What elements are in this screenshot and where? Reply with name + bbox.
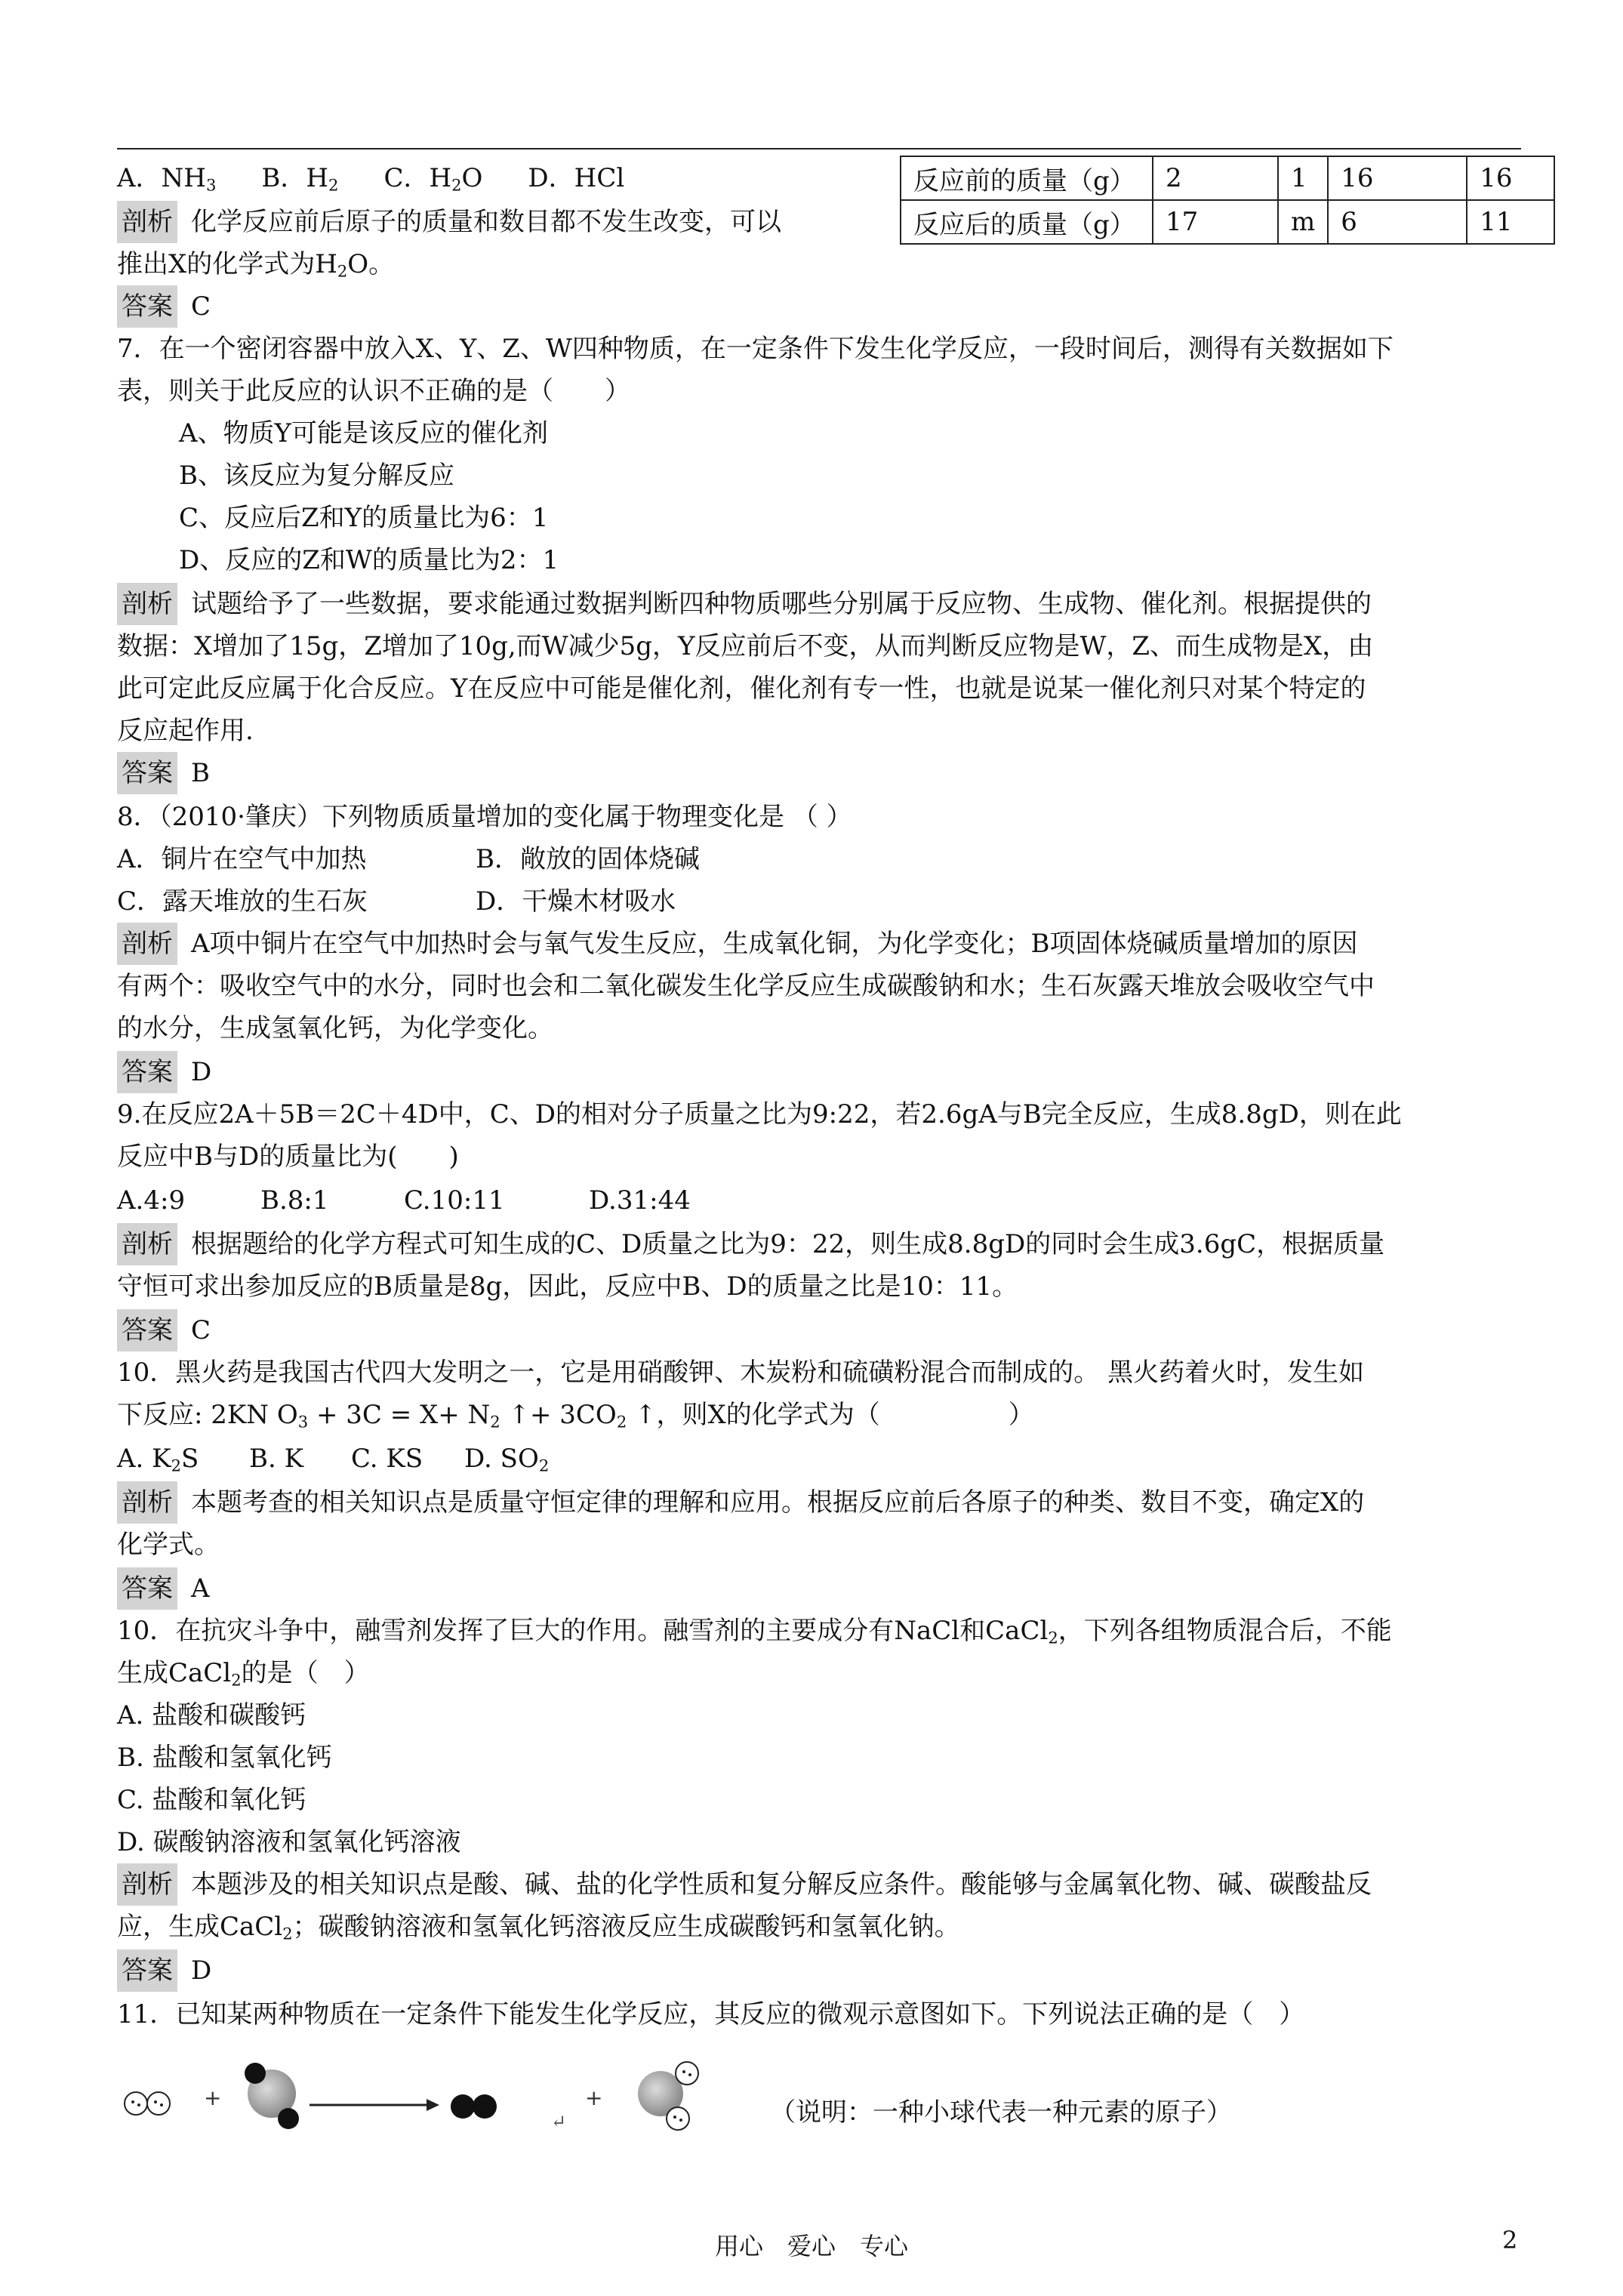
q7-option-d: D、反应的Z和W的质量比为2：1 [179,545,559,575]
analysis-label: 剖析 [117,923,177,965]
table-cell: 11 [1467,200,1554,244]
q8-analysis-2: 有两个：吸收空气中的水分，同时也会和二氧化碳发生化学反应生成碳酸钠和水；生石灰露天堆放会吸收空气中 [117,971,1375,1001]
q10b-option-b: B. 盐酸和氢氧化钙 [117,1743,332,1773]
q10b-stem-2: 生成CaCl$_2$的是（ ） [117,1658,370,1690]
q6-answer: 答案 C [117,285,1517,328]
q10a-answer: 答案 A [117,1567,1517,1610]
reaction-diagram [113,2037,755,2165]
q8-options-ab: A．铜片在空气中加热 B．敞放的固体烧碱 [117,844,700,874]
table-cell: 1 [1278,156,1328,200]
answer-label: 答案 [117,1051,177,1093]
table-cell: 6 [1328,200,1467,244]
q10a-analysis-2: 化学式。 [117,1530,220,1560]
table-cell: 16 [1328,156,1467,200]
q7-stem: 7．在一个密闭容器中放入X、Y、Z、W四种物质，在一定条件下发生化学反应，一段时间后，测得有关数据如下 [117,334,1394,364]
answer-label: 答案 [117,752,177,794]
molecule-grey-light [638,2062,698,2130]
molecule-light-pair [125,2092,170,2115]
q9-analysis-2: 守恒可求出参加反应的B质量是8g，因此，反应中B、D的质量之比是10：11。 [117,1271,1018,1302]
q7-analysis-2: 数据：X增加了15g，Z增加了10g,而W减少5g，Y反应前后不变，从而判断反应物是W，Z、而生成物是X，由 [117,631,1374,661]
table-cell: 16 [1467,156,1554,200]
q7-stem-2: 表，则关于此反应的认识不正确的是（ ） [117,376,630,406]
table-row [901,200,1554,244]
diagram-caption: （说明：一种小球代表一种元素的原子） [770,2097,1232,2128]
table-row [901,156,1554,200]
q7-analysis-3: 此可定此反应属于化合反应。Y在反应中可能是催化剂，催化剂有专一性，也就是说某一催化剂只对某个特定的 [117,673,1366,704]
q7-analysis: 剖析 试题给予了一些数据，要求能通过数据判断四种物质哪些分别属于反应物、生成物、催化剂。根据提供的 [117,583,1517,625]
table-cell: m [1278,200,1328,244]
q10b-option-d: D. 碳酸钠溶液和氢氧化钙溶液 [117,1827,461,1857]
answer-label: 答案 [117,1949,177,1992]
q7-answer: 答案 B [117,752,1517,794]
q8-answer: 答案 D [117,1051,1517,1093]
answer-label: 答案 [117,285,177,328]
molecule-dark-pair [451,2094,497,2119]
q6-analysis: 剖析 化学反应前后原子的质量和数目都不发生改变，可以 [117,201,781,243]
plus-sign: + [204,2085,222,2110]
q10b-analysis-2: 应，生成CaCl$_2$；碳酸钠溶液和氢氧化钙溶液反应生成碳酸钙和氢氧化钠。 [117,1912,960,1943]
return-mark: ↵ [551,2111,567,2132]
q6-analysis-2: 推出X的化学式为$H_2O$。 [117,249,395,281]
q9-analysis: 剖析 根据题给的化学方程式可知生成的C、D质量之比为9：22，则生成8.8gD的同时会生成3.6gC，根据质量 [117,1223,1517,1265]
q10b-option-a: A. 盐酸和碳酸钙 [117,1700,306,1730]
q10b-answer: 答案 D [117,1949,1517,1992]
q7-option-c: C、反应后Z和Y的质量比为6：1 [179,503,549,533]
q7-option-a: A、物质Y可能是该反应的催化剂 [179,418,548,448]
q10a-analysis: 剖析 本题考查的相关知识点是质量守恒定律的理解和应用。根据反应前后各原子的种类、数目不变，确定X的 [117,1481,1517,1524]
row-label: 反应前的质量（g） [901,156,1153,200]
analysis-label: 剖析 [117,1223,177,1265]
mass-table [900,156,1555,245]
q8-stem: 8．（2010·肇庆）下列物质质量增加的变化属于物理变化是 （ ） [117,802,852,832]
q9-stem-2: 反应中B与D的质量比为( ) [117,1142,459,1172]
arrow-head [427,2099,439,2111]
q8-options-cd: C．露天堆放的生石灰 D．干燥木材吸水 [117,886,676,917]
molecule-grey-dark [245,2063,299,2129]
q10b-stem: 10．在抗灾斗争中，融雪剂发挥了巨大的作用。融雪剂的主要成分有NaCl和CaCl$_2$，下列各组物质混合后，不能 [117,1616,1392,1647]
table-cell: 2 [1153,156,1278,200]
q11-stem: 11．已知某两种物质在一定条件下能发生化学反应，其反应的微观示意图如下。下列说法正确的是（ ） [117,1999,1305,2029]
q7-option-b: B、该反应为复分解反应 [179,461,454,491]
q10b-analysis: 剖析 本题涉及的相关知识点是酸、碱、盐的化学性质和复分解反应条件。酸能够与金属氧化物、碱、碳酸盐反 [117,1863,1517,1906]
page-number: 2 [1502,2226,1518,2254]
analysis-label: 剖析 [117,1481,177,1524]
q8-analysis-3: 的水分，生成氢氧化钙，为化学变化。 [117,1013,553,1043]
q10a-stem-2: 下反应: 2KN $O_3 + 3C = X+ N_2$ ↑+ $3CO_2$ ↑，则X的化学式为（ ） [117,1400,1034,1432]
footer-text: 用心 爱心 专心 [714,2232,908,2261]
table-cell: 17 [1153,200,1278,244]
row-label: 反应后的质量（g） [901,200,1153,244]
q10a-options: A. $K_2S$ B. K C. KS D. $SO_2$ [117,1444,550,1475]
top-rule [117,148,1521,149]
q8-analysis: 剖析 A项中铜片在空气中加热时会与氧气发生反应，生成氧化铜，为化学变化；B项固体烧碱质量增加的原因 [117,923,1517,965]
q9-stem: 9.在反应2A＋5B＝2C＋4D中，C、D的相对分子质量之比为9:22，若2.6gA与B完全反应，生成8.8gD，则在此 [117,1099,1402,1130]
answer-label: 答案 [117,1567,177,1610]
q9-options: A.4:9 B.8:1 C.10:11 D.31:44 [117,1185,691,1216]
analysis-label: 剖析 [117,201,177,243]
q6-options: A．$NH_3$ B．$H_2$ C．$H_2O$ D．HCl [117,163,625,195]
q10a-stem: 10．黑火药是我国古代四大发明之一，它是用硝酸钾、木炭粉和硫磺粉混合而制成的。 黑火药着火时，发生如 [117,1358,1365,1388]
q10b-option-c: C. 盐酸和氧化钙 [117,1785,306,1815]
answer-label: 答案 [117,1309,177,1351]
analysis-label: 剖析 [117,583,177,625]
plus-sign-2: + [585,2085,603,2110]
analysis-label: 剖析 [117,1863,177,1906]
q7-analysis-4: 反应起作用. [117,716,254,746]
q9-answer: 答案 C [117,1309,1517,1351]
